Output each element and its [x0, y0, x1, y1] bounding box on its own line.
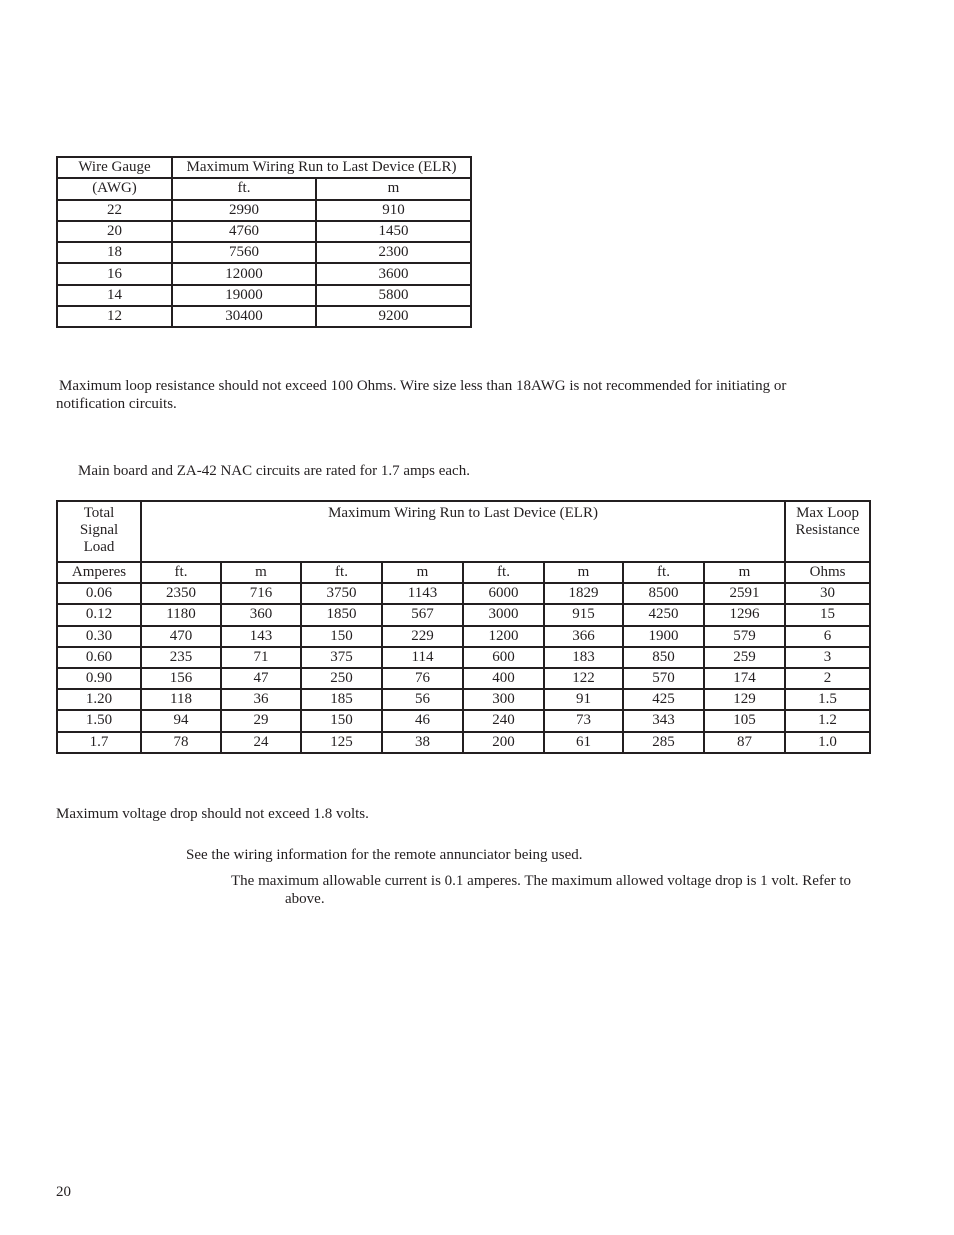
table-cell: 1.7: [57, 732, 141, 753]
wire-gauge-table: [56, 156, 472, 328]
table-cell: 1200: [463, 626, 544, 647]
table-cell: 19000: [172, 285, 316, 306]
table-cell: 3: [785, 647, 870, 668]
table-cell: 250: [301, 668, 382, 689]
table-cell: 910: [316, 200, 471, 221]
table-cell: 125: [301, 732, 382, 753]
table-cell: 0.06: [57, 583, 141, 604]
table-cell: 129: [704, 689, 785, 710]
table-row: [57, 242, 471, 263]
table-cell: 1143: [382, 583, 463, 604]
table-cell: 240: [463, 710, 544, 731]
table-cell: 366: [544, 626, 623, 647]
table-cell: 12: [57, 306, 172, 327]
header-cell: (AWG): [57, 178, 172, 199]
table-cell: 114: [382, 647, 463, 668]
table-row: [57, 647, 870, 668]
table-cell: 30400: [172, 306, 316, 327]
table-cell: 91: [544, 689, 623, 710]
table-cell: 200: [463, 732, 544, 753]
table-cell: 2: [785, 668, 870, 689]
table-cell: 1900: [623, 626, 704, 647]
table-cell: 56: [382, 689, 463, 710]
table-body: [57, 200, 471, 328]
table-cell: 47: [221, 668, 301, 689]
table-cell: 61: [544, 732, 623, 753]
table-cell: 15: [785, 604, 870, 625]
table-cell: 12000: [172, 263, 316, 284]
table-cell: 6: [785, 626, 870, 647]
table-header-row: [57, 501, 870, 562]
table-cell: 87: [704, 732, 785, 753]
table-cell: 7560: [172, 242, 316, 263]
table-cell: 29: [221, 710, 301, 731]
table-row: [57, 689, 870, 710]
table-cell: 716: [221, 583, 301, 604]
unit-cell: Ohms: [785, 562, 870, 583]
unit-cell: m: [704, 562, 785, 583]
table-row: [57, 221, 471, 242]
table-cell: 343: [623, 710, 704, 731]
header-line: Load: [83, 539, 115, 555]
unit-cell: ft.: [141, 562, 221, 583]
table-cell: 105: [704, 710, 785, 731]
table-cell: 850: [623, 647, 704, 668]
table-cell: 1450: [316, 221, 471, 242]
table-cell: 38: [382, 732, 463, 753]
table-cell: 30: [785, 583, 870, 604]
table-cell: 1850: [301, 604, 382, 625]
table-cell: 4250: [623, 604, 704, 625]
header-line: Max Loop: [796, 505, 859, 521]
unit-cell: ft.: [301, 562, 382, 583]
table-cell: 1180: [141, 604, 221, 625]
table-cell: 16: [57, 263, 172, 284]
table-row: [57, 200, 471, 221]
table-cell: 2300: [316, 242, 471, 263]
table-cell: 2990: [172, 200, 316, 221]
table-cell: 3750: [301, 583, 382, 604]
header-cell: m: [316, 178, 471, 199]
table-cell: 259: [704, 647, 785, 668]
table-cell: 78: [141, 732, 221, 753]
table-row: [57, 306, 471, 327]
table-cell: 4760: [172, 221, 316, 242]
table-row: [57, 263, 471, 284]
page-number: 20: [56, 1184, 71, 1200]
table-cell: 235: [141, 647, 221, 668]
table-cell: 20: [57, 221, 172, 242]
annunciator-note: See the wiring information for the remote annunciator being used.: [186, 847, 583, 863]
table-cell: 1296: [704, 604, 785, 625]
header-line: Resistance: [795, 522, 860, 538]
current-note-continued: above.: [285, 891, 325, 907]
header-cell-load: [57, 501, 141, 562]
table-cell: 73: [544, 710, 623, 731]
table-row: [57, 668, 870, 689]
table-header-row: [57, 157, 471, 178]
table-row: [57, 604, 870, 625]
header-cell-run: Maximum Wiring Run to Last Device (ELR): [141, 501, 785, 562]
table-cell: 143: [221, 626, 301, 647]
table-cell: 18: [57, 242, 172, 263]
table-cell: 6000: [463, 583, 544, 604]
table-cell: 76: [382, 668, 463, 689]
table-cell: 579: [704, 626, 785, 647]
table-cell: 3000: [463, 604, 544, 625]
table-cell: 1.0: [785, 732, 870, 753]
table-row: [57, 626, 870, 647]
table-cell: 24: [221, 732, 301, 753]
table-cell: 1.20: [57, 689, 141, 710]
header-cell-loop: [785, 501, 870, 562]
table-row: [57, 583, 870, 604]
table-cell: 0.12: [57, 604, 141, 625]
table-cell: 118: [141, 689, 221, 710]
table-cell: 1.50: [57, 710, 141, 731]
table-cell: 360: [221, 604, 301, 625]
table-cell: 185: [301, 689, 382, 710]
table-cell: 3600: [316, 263, 471, 284]
unit-cell: m: [221, 562, 301, 583]
table-cell: 14: [57, 285, 172, 306]
table-cell: 94: [141, 710, 221, 731]
table-header-row: [57, 178, 471, 199]
table-row: [57, 285, 471, 306]
header-cell: Wire Gauge: [57, 157, 172, 178]
table-cell: 229: [382, 626, 463, 647]
unit-cell: m: [382, 562, 463, 583]
table-cell: 0.30: [57, 626, 141, 647]
table-cell: 122: [544, 668, 623, 689]
table-cell: 150: [301, 626, 382, 647]
unit-cell: Amperes: [57, 562, 141, 583]
unit-cell: m: [544, 562, 623, 583]
table-cell: 600: [463, 647, 544, 668]
table-cell: 0.90: [57, 668, 141, 689]
current-note: The maximum allowable current is 0.1 amperes. The maximum allowed voltage drop is 1 volt. Refer to: [231, 873, 851, 889]
table-cell: 0.60: [57, 647, 141, 668]
table-cell: 567: [382, 604, 463, 625]
table-cell: 183: [544, 647, 623, 668]
table-cell: 425: [623, 689, 704, 710]
nac-rating-note: Main board and ZA-42 NAC circuits are rated for 1.7 amps each.: [78, 463, 470, 479]
table-cell: 22: [57, 200, 172, 221]
table-cell: 156: [141, 668, 221, 689]
table-cell: 285: [623, 732, 704, 753]
table-cell: 400: [463, 668, 544, 689]
table-cell: 2350: [141, 583, 221, 604]
table-cell: 2591: [704, 583, 785, 604]
units-row: [57, 562, 870, 583]
table-cell: 1.2: [785, 710, 870, 731]
header-cell: ft.: [172, 178, 316, 199]
header-cell: Maximum Wiring Run to Last Device (ELR): [172, 157, 471, 178]
table-cell: 300: [463, 689, 544, 710]
loop-resistance-note: Maximum loop resistance should not exceed 100 Ohms. Wire size less than 18AWG is not recommended for initiating or notification circuits.: [56, 378, 787, 412]
table-cell: 46: [382, 710, 463, 731]
signal-load-table: [56, 500, 871, 754]
table-cell: 915: [544, 604, 623, 625]
unit-cell: ft.: [463, 562, 544, 583]
table-cell: 470: [141, 626, 221, 647]
table-cell: 71: [221, 647, 301, 668]
table-cell: 1.5: [785, 689, 870, 710]
table-cell: 1829: [544, 583, 623, 604]
table-cell: 5800: [316, 285, 471, 306]
table-cell: 150: [301, 710, 382, 731]
table-cell: 375: [301, 647, 382, 668]
voltage-drop-note: Maximum voltage drop should not exceed 1.8 volts.: [56, 806, 369, 822]
unit-cell: ft.: [623, 562, 704, 583]
table-row: [57, 710, 870, 731]
table-cell: 8500: [623, 583, 704, 604]
table-cell: 36: [221, 689, 301, 710]
table-body: [57, 583, 870, 753]
header-line: Total: [83, 505, 115, 521]
table-cell: 9200: [316, 306, 471, 327]
table-cell: 570: [623, 668, 704, 689]
table-row: [57, 732, 870, 753]
table-cell: 174: [704, 668, 785, 689]
header-line: Signal: [79, 522, 119, 538]
